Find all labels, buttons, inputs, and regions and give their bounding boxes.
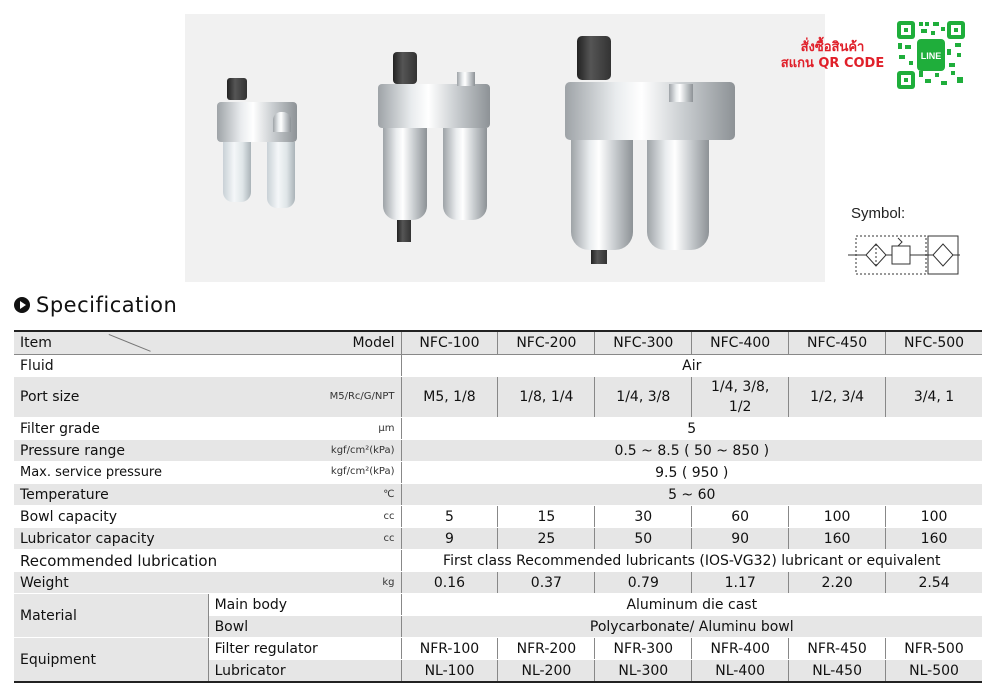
lubricator-value: NL-400 xyxy=(692,660,789,683)
medium-unit-knob xyxy=(393,52,417,84)
table-row xyxy=(14,638,982,660)
port-size-value: 1/8, 1/4 xyxy=(498,377,595,418)
lubricator-capacity-value: 160 xyxy=(886,528,982,550)
weight-value: 0.79 xyxy=(595,572,692,594)
large-unit-knob xyxy=(577,36,611,80)
table-row xyxy=(14,418,982,440)
large-unit-bowl-right xyxy=(647,140,709,250)
table-row xyxy=(14,594,982,616)
medium-unit-body xyxy=(378,84,490,128)
port-size-unit: M5/Rc/G/NPT xyxy=(329,391,395,402)
lubricator-value: NL-100 xyxy=(401,660,498,683)
pressure-range-value: 0.5 ~ 8.5 ( 50 ~ 850 ) xyxy=(401,440,982,462)
filter-grade-unit: μm xyxy=(378,422,395,434)
header-diagonal xyxy=(109,334,151,352)
model-header: NFC-450 xyxy=(789,331,886,355)
table-header-row xyxy=(14,331,982,355)
table-row xyxy=(14,484,982,506)
filter-grade-label-cell xyxy=(14,418,401,440)
medium-unit-cap xyxy=(457,72,475,86)
small-unit-knob xyxy=(227,78,247,100)
filter-grade-value: 5 xyxy=(401,418,982,440)
product-photo xyxy=(185,14,825,282)
table-row xyxy=(14,506,982,528)
order-qr-caption xyxy=(770,40,895,72)
equipment-label: Equipment xyxy=(14,638,208,683)
lubricator-capacity-value: 90 xyxy=(692,528,789,550)
pressure-range-label: Pressure range xyxy=(20,442,125,459)
filter-grade-label: Filter grade xyxy=(20,420,100,437)
table-row xyxy=(14,572,982,594)
lubricator-value: NL-450 xyxy=(789,660,886,683)
table-row xyxy=(14,550,982,572)
temperature-value: 5 ~ 60 xyxy=(401,484,982,506)
port-size-value: 1/2, 3/4 xyxy=(789,377,886,418)
table-row xyxy=(14,377,982,418)
specification-table xyxy=(14,330,982,683)
lubricator-capacity-value: 160 xyxy=(789,528,886,550)
model-label: Model xyxy=(352,335,395,351)
max-service-label-cell xyxy=(14,462,401,484)
weight-label-cell xyxy=(14,572,401,594)
model-header: NFC-500 xyxy=(886,331,982,355)
filter-regulator-value: NFR-450 xyxy=(789,638,886,660)
temperature-label-cell xyxy=(14,484,401,506)
lubricator-label: Lubricator xyxy=(208,660,401,683)
port-size-value: M5, 1/8 xyxy=(401,377,498,418)
specification-heading xyxy=(14,293,177,317)
symbol-label: Symbol: xyxy=(851,205,906,222)
lubricator-capacity-unit: cc xyxy=(383,532,395,544)
lubricator-value: NL-500 xyxy=(886,660,982,683)
lubricator-value: NL-200 xyxy=(498,660,595,683)
filter-regulator-value: NFR-300 xyxy=(595,638,692,660)
filter-regulator-value: NFR-400 xyxy=(692,638,789,660)
bowl-capacity-value: 100 xyxy=(789,506,886,528)
order-line-2: สแกน QR CODE xyxy=(780,56,885,71)
bowl-capacity-label-cell xyxy=(14,506,401,528)
lubricator-capacity-value: 50 xyxy=(595,528,692,550)
weight-value: 0.37 xyxy=(498,572,595,594)
item-label: Item xyxy=(20,335,52,351)
weight-value: 2.20 xyxy=(789,572,886,594)
port-size-label: Port size xyxy=(20,389,80,405)
bowl-capacity-label: Bowl capacity xyxy=(20,508,118,525)
bowl-value: Polycarbonate/ Aluminu bowl xyxy=(401,616,982,638)
model-header: NFC-200 xyxy=(498,331,595,355)
table-row xyxy=(14,440,982,462)
lubricator-capacity-value: 9 xyxy=(401,528,498,550)
main-body-value: Aluminum die cast xyxy=(401,594,982,616)
fluid-label: Fluid xyxy=(14,355,401,377)
model-header: NFC-300 xyxy=(595,331,692,355)
medium-unit-bowl-left xyxy=(383,128,427,220)
weight-value: 0.16 xyxy=(401,572,498,594)
temperature-label: Temperature xyxy=(20,486,109,503)
model-header: NFC-400 xyxy=(692,331,789,355)
model-header: NFC-100 xyxy=(401,331,498,355)
pneumatic-symbol-icon xyxy=(848,232,960,278)
main-body-label: Main body xyxy=(208,594,401,616)
recommended-lubrication-label: Recommended lubrication xyxy=(14,550,401,572)
large-unit-drain xyxy=(591,250,607,264)
lubricator-capacity-value: 25 xyxy=(498,528,595,550)
table-row xyxy=(14,528,982,550)
temperature-unit: ℃ xyxy=(383,488,395,500)
weight-unit: kg xyxy=(382,576,395,588)
filter-regulator-value: NFR-200 xyxy=(498,638,595,660)
small-unit-bowl-right xyxy=(267,142,295,208)
bowl-label: Bowl xyxy=(208,616,401,638)
order-line-1: สั่งซื้อสินค้า xyxy=(800,40,865,55)
line-qr-code[interactable] xyxy=(895,19,967,91)
large-unit-bowl-left xyxy=(571,140,633,250)
bowl-capacity-unit: cc xyxy=(383,510,395,522)
table-row xyxy=(14,462,982,484)
max-service-unit: kgf/cm²(kPa) xyxy=(330,466,395,477)
max-service-label: Max. service pressure xyxy=(20,465,162,480)
table-row xyxy=(14,355,982,377)
filter-regulator-value: NFR-100 xyxy=(401,638,498,660)
medium-unit-bowl-right xyxy=(443,128,487,220)
large-unit-body xyxy=(565,82,735,140)
lubricator-capacity-label: Lubricator capacity xyxy=(20,530,155,547)
play-circle-icon xyxy=(14,297,30,313)
weight-value: 2.54 xyxy=(886,572,982,594)
bowl-capacity-value: 30 xyxy=(595,506,692,528)
pressure-range-unit: kgf/cm²(kPa) xyxy=(330,444,395,456)
small-unit-bowl-left xyxy=(223,142,251,202)
fluid-value: Air xyxy=(401,355,982,377)
weight-label: Weight xyxy=(20,574,69,591)
port-size-value: 1/4, 3/8, 1/2 xyxy=(692,377,789,418)
qr-line-label: LINE xyxy=(920,51,942,61)
bowl-capacity-value: 5 xyxy=(401,506,498,528)
pressure-range-label-cell xyxy=(14,440,401,462)
port-size-value: 1/4, 3/8 xyxy=(595,377,692,418)
item-model-header xyxy=(14,331,401,355)
max-service-value: 9.5 ( 950 ) xyxy=(401,462,982,484)
port-size-label-cell xyxy=(14,377,401,418)
recommended-lubrication-value: First class Recommended lubricants (IOS-VG32) lubricant or equivalent xyxy=(401,550,982,572)
large-unit-cap xyxy=(669,84,693,102)
port-size-value: 3/4, 1 xyxy=(886,377,982,418)
lubricator-value: NL-300 xyxy=(595,660,692,683)
material-label: Material xyxy=(14,594,208,638)
filter-regulator-label: Filter regulator xyxy=(208,638,401,660)
bowl-capacity-value: 60 xyxy=(692,506,789,528)
weight-value: 1.17 xyxy=(692,572,789,594)
bowl-capacity-value: 100 xyxy=(886,506,982,528)
medium-unit-drain xyxy=(397,220,411,242)
specification-title: Specification xyxy=(36,293,178,317)
bowl-capacity-value: 15 xyxy=(498,506,595,528)
filter-regulator-value: NFR-500 xyxy=(886,638,982,660)
lubricator-capacity-label-cell xyxy=(14,528,401,550)
small-unit-cap xyxy=(273,112,291,132)
